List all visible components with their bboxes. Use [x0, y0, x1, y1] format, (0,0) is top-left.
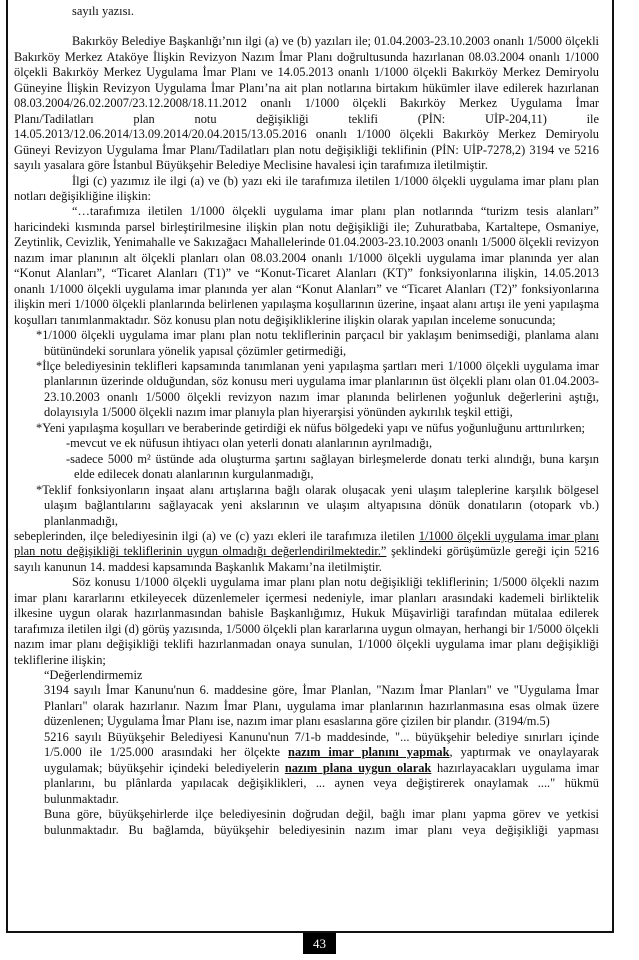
emphasis-nazim-imar-plani: nazım imar planını yapmak [288, 745, 450, 760]
sub-bullet-item-1: -mevcut ve ek nüfusun ihtiyacı olan yeterli donatı alanlarının ayrılmadığı, [66, 436, 433, 451]
page-number: 43 [303, 933, 336, 954]
quote-5216-text-end: hazırlayacakları uygulama imar planlarını, bu plânlarda yapılacak değişiklikleri, ... aynen veya değiştirerek onaylamak ...." hükmü bulunmaktadır. [44, 760, 599, 806]
quote-paragraph-5216 [14, 730, 599, 807]
paragraph-legal-counsel: Söz konusu 1/1000 ölçekli uygulama imar planı plan notu değişikliği tekliflerinin; 1/5000 ölçekli nazım imar planı kararlarını etkileyecek düzenlemeler içermesi nedeniyle, imar planları arasındaki kademeli birliktelik ilkesine uygun olarak hazırlanmasından bahisle Başkanlığımız, Hukuk Müşavirliği tarafından mütalaa edilerek tarafımıza iletilen ilgi (d) görüş yazısında, 1/5000 ölçekli plan kararlarına uygun olmayan, herhangi bir 1/5000 ölçekli nazım imar planı değişikliği teklifi hazırlanmadan onaya sunulan, 1/1000 ölçekli uygulama imar planı değişikliği tekliflerine ilişkin; [14, 575, 599, 667]
quote-paragraph-conclusion: Buna göre, büyükşehirlerde ilçe belediyesinin doğrudan değil, bağlı imar planı yapma görev ve yetkisi bulunmaktadır. Bu bağlamda, büyükşehir belediyesinin nazım imar planı veya değişikliği yapması [44, 807, 599, 837]
quote-5216-text-mid: , yaptırmak ve onaylayarak uygulamak; büyükşehir içindeki belediyelerin [44, 745, 600, 775]
paragraph-conclusion [14, 529, 599, 575]
bullet-item-2: *İlçe belediyesinin teklifleri kapsamında tanımlanan yeni yapılaşma şartları meri 1/1000 ölçekli uygulama imar planlarının üzerinde olduğundan, söz konusu meri uygulama imar planlarının üst ölçekli planı olan 01.04.2003-23.10.2003 onanlı 1/5000 ölçekli revizyon nazım imar planında belirlenen yoğunluk değerlerini aştığı, dolayısıyla 1/5000 ölçekli nazım imar planıyla plan hiyerarşisi yönünden aykırılık teşkil ettiği, [36, 358, 599, 420]
quote-heading: “Değerlendirmemiz [44, 668, 143, 683]
paragraph-reference-c: İlgi (c) yazımız ile ilgi (a) ve (b) yazı eki ile tarafımıza iletilen 1/1000 ölçekli uygulama imar planı plan notları değişikliğine ilişkin: [14, 173, 599, 203]
bullet-item-1: *1/1000 ölçekli uygulama imar planı plan notu tekliflerinin parçacıl bir yaklaşım benimsediği, planlama alanı bütünündeki sorunlara yönelik yapısal çözümler getirmediği, [36, 328, 599, 358]
conclusion-text-start: sebeplerinden, ilçe belediyesinin ilgi (a) ve (c) yazı ekleri ile tarafımıza iletilen [14, 528, 419, 543]
paragraph-intro: Bakırköy Belediye Başkanlığı’nın ilgi (a) ve (b) yazıları ile; 01.04.2003-23.10.2003 onanlı 1/5000 ölçekli Bakırköy Merkez Ataköye İlişkin Revizyon Nazım İmar Planı doğrultusunda hazırlanan 08.03.2004 onanlı 1/1000 ölçekli Bakırköy Merkez Uygulama İmar Planı ve 14.05.2013 onanlı 1/1000 ölçekli Bakırköy Merkez Demiryolu Güneyine İlişkin Revizyon Uygulama İmar Planı’na ait plan notlarına birtakım hükümler ilave edilerek hazırlanan 08.03.2004/26.02.2007/23.12.2008/18.11.2012 onanlı 1/1000 ölçekli Bakırköy Merkez Uygulama İmar Planı/Tadilatları plan notu değişikliği teklifi (PİN: UİP-204,11) ile 14.05.2013/12.06.2014/13.09.2014/20.04.2015/13.05.2016 onanlı 1/1000 ölçekli Bakırköy Merkez Demiryolu Güneyi Revizyon Uygulama İmar Planı/Tadilatları plan notu değişikliği teklifinin (PİN: UİP-7278,2) 3194 ve 5216 sayılı yasalara göre İstanbul Büyükşehir Belediye Meclisine havalesi için tarafımıza iletilmiştir. [14, 34, 599, 173]
quote-5216-text-start: 5216 sayılı Büyükşehir Belediyesi Kanunu'nun 7/1-b maddesinde, "... büyükşehir belediye sınırları içinde 1/5.000 ile 1/25.000 arasındaki her ölçekte [44, 729, 599, 760]
conclusion-text-end: şeklindeki görüşümüzle gereği için 5216 sayılı kanunun 14. maddesi kapsamında Başkanlık Makamı’na iletilmiştir. [14, 544, 599, 574]
emphasis-nazim-plana-uygun: nazım plana uygun olarak [284, 760, 432, 775]
sub-bullet-item-2: -sadece 5000 m² üstünde ada oluşturma şartını sağlayan birleşmelerde donatı terki alındığı, buna karşın elde edilecek donatı alanlarının kurgulanmadığı, [66, 451, 599, 482]
paragraph-quoted-opinion: “…tarafımıza iletilen 1/1000 ölçekli uygulama imar planı plan notlarında “turizm tesis alanları” haricindeki kısmında parsel birleştirilmesine ilişkin plan notu değişikliği ile; Zuhuratbaba, Kartaltepe, Osmaniye, Zeytinlik, Cevizlik, Yenimahalle ve Sakızağacı Mahallelerinde 01.04.2003-23.10.2003 onanlı 1/5000 ölçekli revizyon nazım imar planının alt ölçekli planları olan 08.03.2004 onanlı 1/1000 ölçekli uygulama imar planında yer alan “Konut Alanları”, “Ticaret Alanları (T1)” ve “Konut-Ticaret Alanları (KT)” fonksiyonlarına ilişkin, 14.05.2013 onanlı 1/1000 ölçekli uygulama imar planında yer alan “Konut Alanları” ve “Ticaret Alanları (T2)” fonksiyonlarına ilişkin meri 1/1000 ölçekli planlarında belirlenen yapılaşma koşullarının üzerine, inşaat alanı artışı ile yeni yapılaşma koşulları tanımlanmaktadır. Söz konusu plan notu değişikliklerine ilişkin olarak yapılan inceleme sonucunda; [14, 204, 599, 327]
quote-paragraph-3194: 3194 sayılı İmar Kanunu'nun 6. maddesine göre, İmar Planlan, "Nazım İmar Planları" ve "Uygulama İmar Planları" olarak hazırlanır. Nazım İmar Planı, uygulama imar planlarının hazırlanmasına esas olmak üzere düzenlenen; Uygulama İmar Planı ise, nazım imar planı esaslarına göre çizilen bir plandır. (3194/m.5) [44, 683, 599, 729]
bullet-item-3: *Yeni yapılaşma koşulları ve beraberinde getirdiği ek nüfus bölgedeki yapı ve nüfus yoğunluğunu arttırılırken; [36, 420, 585, 435]
bullet-item-4: *Teklif fonksiyonların inşaat alanı artışlarına bağlı olarak oluşacak yeni ulaşım taleplerine karşılık bölgesel ulaşım bağlantılarını sağlayacak yeni akslarının ve ulaşım altyapısına dönük donatıların (otopark vb.) planlanmadığı, [36, 482, 599, 528]
document-body [14, 4, 599, 838]
conclusion-underlined-text: 1/1000 ölçekli uygulama imar planı plan notu değişikliği tekliflerinin uygun olmadığı değerlendirilmektedir.” [14, 528, 599, 559]
paragraph-continuation: sayılı yazısı. [72, 4, 134, 18]
